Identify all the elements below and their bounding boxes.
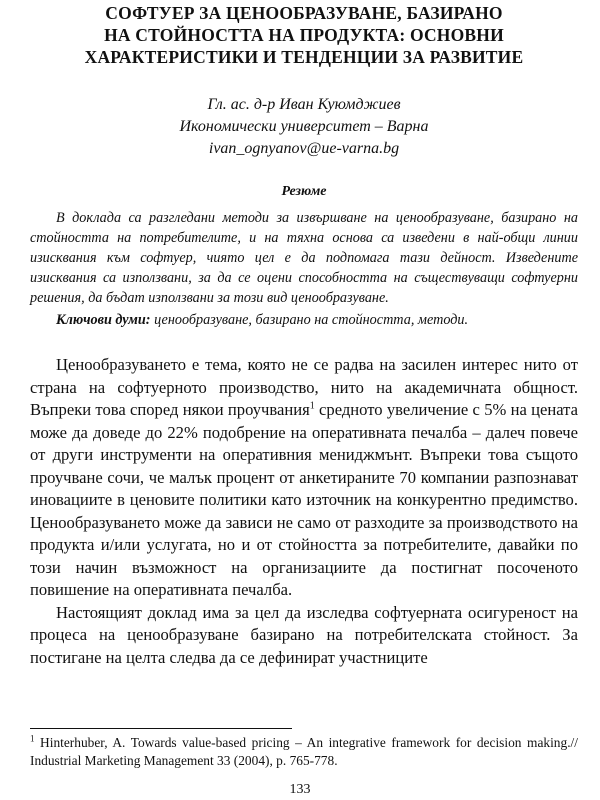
author-block bbox=[30, 94, 578, 160]
footnote-divider bbox=[30, 728, 292, 729]
title-line-1: СОФТУЕР ЗА ЦЕНООБРАЗУВАНЕ, БАЗИРАНО bbox=[105, 3, 503, 23]
footnote bbox=[30, 734, 578, 770]
footnote-text: Hinterhuber, A. Towards value-based pricing – An integrative framework for decision making.// Industrial Marketing Management 33 (2004), p. 765-778. bbox=[30, 735, 578, 768]
author-email: ivan_ognyanov@ue-varna.bg bbox=[208, 140, 400, 157]
page-number: 133 bbox=[289, 782, 311, 797]
title-line-2: НА СТОЙНОСТТА НА ПРОДУКТА: ОСНОВНИ bbox=[104, 25, 504, 45]
body-paragraph-2: Настоящият доклад има за цел да изследва софтуерната осигуреност на процеса на ценообразуване базирано на потребителската стойност. За постигане на целта следва да се дефинират участниците bbox=[30, 602, 578, 667]
author-name: Гл. ас. д-р Иван Куюмджиев bbox=[207, 96, 401, 113]
paper-title bbox=[30, 0, 578, 68]
body-p1-end: средното увеличение с 5% на цената може да доведе до 22% подобрение на оперативната печалба – далеч повече от други инструменти на оперативния мениджмънт. Въпреки това същото проучване сочи, че малък процент от анкетираните 70 компании разпознават иновациите в ценовите политики като източник на конкурентно предимство. Ценообразуването може да зависи не само от разходите за производството на продукта и/или услугата, но и от стойността за потребителите, давайки по този начин възможност на организациите да постигнат посоченото повишение на оперативната печалба. bbox=[30, 400, 578, 599]
footnote-marker: 1 bbox=[30, 733, 35, 744]
keywords-list: ценообразуване, базирано на стойността, методи. bbox=[150, 312, 469, 328]
abstract-text: В доклада са разгледани методи за извършване на ценообразуване, базирано на стойността на потребителите, и на тяхна основа са изведени в най-общи линии изисквания към софтуер, чиято цел е да подпомага тази дейност. Изведените изисквания са използвани, за да се оцени способността на съществуващи софтуерни решения, да бъдат използвани за този вид ценообразуване. bbox=[30, 210, 578, 306]
title-line-3: ХАРАКТЕРИСТИКИ И ТЕНДЕНЦИИ ЗА РАЗВИТИЕ bbox=[84, 47, 524, 67]
keywords-label: Ключови думи: bbox=[56, 312, 151, 328]
abstract-heading: Резюме bbox=[281, 184, 327, 199]
keywords-line bbox=[30, 310, 578, 330]
body-paragraph-1 bbox=[30, 354, 578, 602]
body-text bbox=[30, 354, 578, 669]
body-p1-start: Ценообразуването е тема, която не се радва на засилен интерес нито от страна на софтуерното производство, нито на академичната общност. Въпреки това според някои проучвания bbox=[30, 355, 578, 419]
author-affiliation: Икономически университет – Варна bbox=[179, 118, 429, 135]
footnote-ref[interactable]: 1 bbox=[309, 400, 315, 412]
